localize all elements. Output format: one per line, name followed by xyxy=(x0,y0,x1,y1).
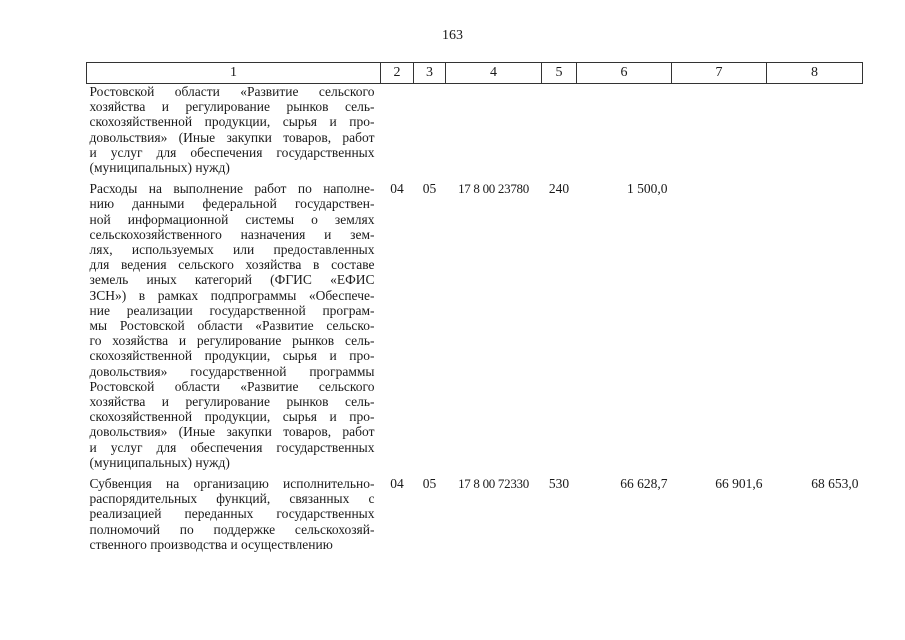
description-line: (муниципальных) нужд) xyxy=(89,454,230,470)
rz-cell xyxy=(381,84,414,176)
col-header-8: 8 xyxy=(767,63,863,84)
description-line: сельскохозяйственного назначения и зем- xyxy=(89,226,375,242)
description-line: ние реализации государственной програм- xyxy=(89,302,375,318)
table-row xyxy=(87,470,863,552)
description-line: распорядительных функций, связанных с xyxy=(89,491,375,507)
rz-cell: 04 xyxy=(390,476,404,492)
csr-cell: 17 8 00 23780 xyxy=(458,181,529,197)
vr-cell xyxy=(542,84,577,176)
csr-cell: 17 8 00 72330 xyxy=(458,476,529,492)
description-cell xyxy=(87,84,381,176)
description-line: ЗСН») в рамках подпрограммы «Обеспече- xyxy=(89,287,375,303)
description-line: ственного производства и осуществлению xyxy=(89,536,333,552)
description-line: довольствия» государственной программы xyxy=(89,363,375,379)
description-line: хозяйства и регулирование рынков сель- xyxy=(89,99,375,115)
col-header-5: 5 xyxy=(542,63,577,84)
col-header-4: 4 xyxy=(446,63,542,84)
description-line: ной информационной системы о землях xyxy=(89,211,375,227)
description-line: (муниципальных) нужд) xyxy=(89,160,230,176)
page-number: 163 xyxy=(442,28,463,43)
description-line: довольствия» (Иные закупки товаров, работ xyxy=(89,129,375,145)
description-line: хозяйства и регулирование рынков сель- xyxy=(89,394,375,410)
rz-cell: 04 xyxy=(390,181,404,197)
sum-2020-cell xyxy=(672,175,767,470)
sum-2021-cell xyxy=(767,175,863,470)
description-line: скохозяйственной продукции, сырья и про- xyxy=(89,409,375,425)
description-line: Расходы на выполнение работ по наполне- xyxy=(89,181,375,197)
description-line: довольствия» (Иные закупки товаров, работ xyxy=(89,424,375,440)
sum-2019-cell: 66 628,7 xyxy=(620,476,668,492)
description-line: и услуг для обеспечения государственных xyxy=(89,439,375,455)
col-header-1: 1 xyxy=(87,63,381,84)
csr-cell xyxy=(446,84,542,176)
description-line: полномочий по поддержке сельскохозяй- xyxy=(89,521,375,537)
pr-cell xyxy=(414,84,446,176)
sum-2021-cell: 68 653,0 xyxy=(811,476,859,492)
description-line: нию данными федеральной государствен- xyxy=(89,196,375,212)
description-cell xyxy=(87,175,381,470)
budget-table xyxy=(86,62,863,552)
table-row xyxy=(87,175,863,470)
description-line: мы Ростовской области «Развитие сельско- xyxy=(89,318,375,334)
description-line: и услуг для обеспечения государственных xyxy=(89,144,375,160)
sum-2021-cell xyxy=(767,84,863,176)
col-header-3: 3 xyxy=(414,63,446,84)
description-line: го хозяйства и регулирование рынков сель- xyxy=(89,333,375,349)
vr-cell: 240 xyxy=(548,181,570,197)
col-header-2: 2 xyxy=(381,63,414,84)
description-line: Субвенция на организацию исполнительно- xyxy=(89,476,375,492)
description-line: скохозяйственной продукции, сырья и про- xyxy=(89,114,375,130)
col-header-6: 6 xyxy=(577,63,672,84)
description-line: лях, используемых или предоставленных xyxy=(89,242,375,258)
sum-2020-cell xyxy=(672,84,767,176)
description-line: Ростовской области «Развитие сельского xyxy=(89,84,375,99)
description-line: земель иных категорий (ФГИС «ЕФИС xyxy=(89,272,375,288)
description-line: для ведения сельского хозяйства в составе xyxy=(89,257,375,273)
header-row xyxy=(87,63,863,84)
pr-cell: 05 xyxy=(422,476,437,492)
description-line: реализацией переданных государственных xyxy=(89,506,375,522)
description-cell xyxy=(87,470,381,552)
description-line: скохозяйственной продукции, сырья и про- xyxy=(89,348,375,364)
table-row xyxy=(87,84,863,176)
sum-2019-cell xyxy=(577,84,672,176)
sum-2020-cell: 66 901,6 xyxy=(715,476,763,492)
vr-cell: 530 xyxy=(548,476,570,492)
col-header-7: 7 xyxy=(672,63,767,84)
description-line: Ростовской области «Развитие сельского xyxy=(89,378,375,394)
sum-2019-cell: 1 500,0 xyxy=(627,181,668,197)
pr-cell: 05 xyxy=(422,181,437,197)
